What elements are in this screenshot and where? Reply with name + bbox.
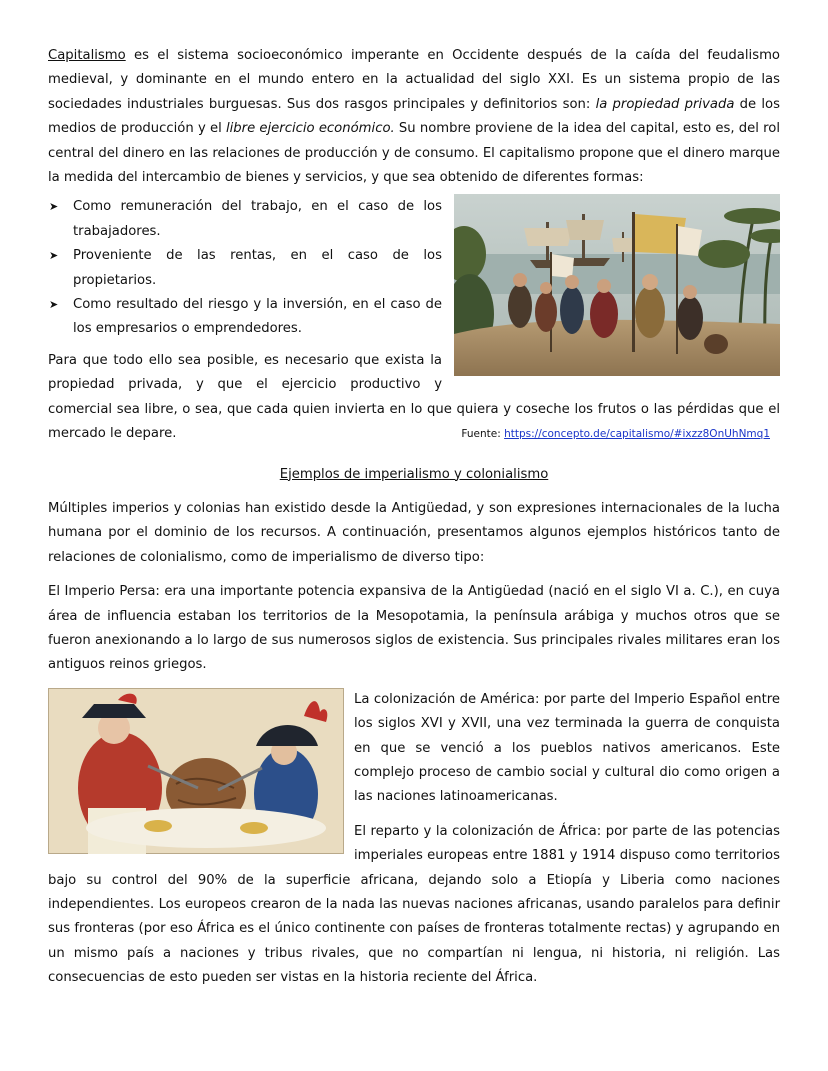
persia-paragraph: El Imperio Persa: era una importante potencia expansiva de la Antigüedad (nació en el siglo VI a. C.), en cuya área de influencia estaban los territorios de la Mesopotamia, la península arábiga y muchos otros que se fueron anexionando a lo largo de sus numerosos siglos de existencia. Sus principales rivales militares eran los antiguos reinos griegos. — [48, 584, 780, 673]
africa-paragraph: El reparto y la colonización de África: por parte de las potencias imperiales europeas entre 1881 y 1914 dispuso como territorios bajo su control del 90% de la superficie africana, dejando solo a Etiopía y Liberia como naciones independientes. Los europeos crearon de la nada las nuevas naciones africanas, usando paralelos para definir sus fronteras (por eso África es el único continente con países de fronteras totalmente rectas) y agrupando en un mismo país a naciones y tribus rivales, que no compartían ni lengua, ni historia, ni religión. Las consecuencias de esto pueden ser vistas en la historia reciente del África. — [48, 823, 780, 986]
emphasis-libre-ejercicio: libre ejercicio económico. — [225, 121, 395, 137]
arrow-bullet-icon: ➤ — [49, 298, 59, 312]
intro-paragraph: Capitalismo es el sistema socioeconómico imperante en Occidente después de la caída del feudalismo medieval, y dominante en el mundo entero en la actualidad del siglo XXI. Es un sistema propio de las sociedades industriales burguesas. Sus dos rasgos principales y definitorios son: la propiedad privada de los medios de producción y el libre ejercicio económico. Su nombre proviene de la idea del capital, esto es, del rol central del dinero en las relaciones de producción y de consumo. El capitalismo propone que el dinero marque la medida del intercambio de bienes y servicios, y que sea obtenido de diferentes formas: — [48, 48, 780, 186]
section-title: Ejemplos de imperialismo y colonialismo — [279, 466, 549, 482]
list-item: ➤ Proveniente de las rentas, en el caso de los propietarios. — [48, 244, 780, 293]
arrow-bullet-icon: ➤ — [49, 200, 59, 214]
source-link[interactable]: https://concepto.de/capitalismo/#ixzz8OnUhNmq1 — [504, 428, 770, 441]
image-source: Fuente: https://concepto.de/capitalismo/#ixzz8OnUhNmq1 — [461, 428, 770, 441]
list-item: ➤ Como remuneración del trabajo, en el caso de los trabajadores. — [48, 195, 780, 244]
america-paragraph: La colonización de América: por parte del Imperio Español entre los siglos XVI y XVII, una vez terminada la guerra de conquista en que se venció a los pueblos nativos americanos. Este complejo proceso de cambio social y cultural dio como origen a las naciones latinoamericanas. — [354, 691, 780, 805]
bullet-list — [48, 195, 780, 341]
document-page — [48, 44, 780, 991]
caricature-image — [48, 688, 344, 854]
emphasis-propiedad: la propiedad privada — [595, 96, 735, 112]
examples-intro-paragraph: Múltiples imperios y colonias han existido desde la Antigüedad, y son expresiones internacionales de la lucha humana por el dominio de los recursos. A continuación, presentamos algunos ejemplos históricos tanto de relaciones de colonialismo, como de imperialismo de diverso tipo: — [48, 500, 780, 565]
capitalismo-term: Capitalismo — [48, 48, 126, 63]
list-item: ➤ Como resultado del riesgo y la inversión, en el caso de los empresarios o emprendedores. — [48, 293, 780, 342]
arrow-bullet-icon: ➤ — [49, 249, 59, 263]
property-paragraph: Para que todo ello sea posible, es necesario que exista la propiedad privada, y que el ejercicio productivo y comercial sea libre, o sea, que cada quien invierta en lo que quiera y coseche los frutos o las pérdidas que el mercado le depare. Fuente: https://concepto.de/capitalismo/#ixzz8OnUhNmq1 — [48, 349, 780, 447]
